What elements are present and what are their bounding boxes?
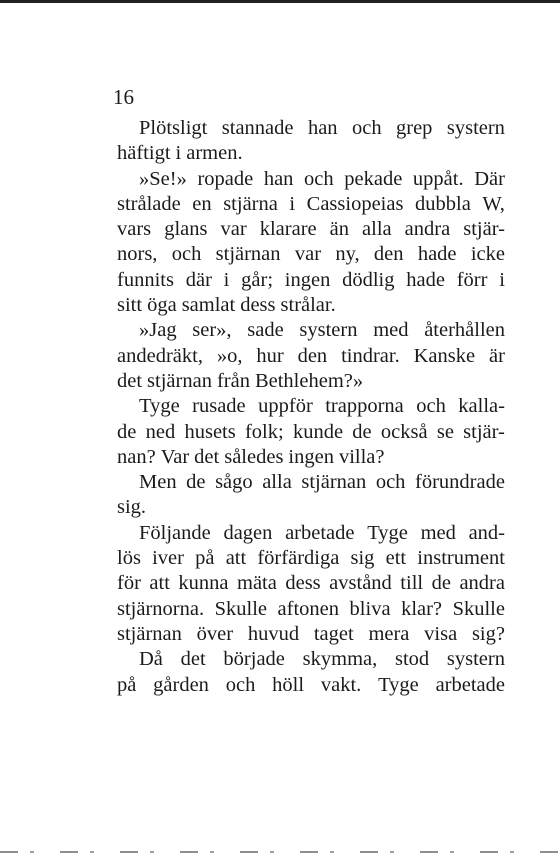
word: Cassiopeias: [306, 192, 404, 215]
word: stjärna: [223, 192, 278, 215]
word: ropade: [197, 167, 254, 190]
word: nan?: [117, 445, 156, 468]
word: stjär-: [463, 420, 505, 443]
word: Plötsligt: [139, 117, 208, 139]
word: Där: [474, 167, 505, 190]
word: sig?: [471, 622, 505, 645]
word: på: [195, 547, 215, 570]
text-line: [117, 597, 505, 622]
word: på: [117, 673, 137, 696]
text-line: [117, 141, 505, 166]
word: öga: [147, 294, 177, 317]
word: än: [329, 218, 350, 241]
word: att: [149, 572, 170, 595]
word: trapporna: [325, 395, 404, 418]
word: Skulle: [452, 597, 505, 620]
word: skymma,: [302, 648, 378, 671]
word: aftonen: [277, 597, 340, 620]
word: ingen: [288, 445, 334, 468]
word: instrument: [417, 547, 505, 570]
word: går;: [241, 268, 274, 291]
word: dubbla: [415, 192, 471, 215]
word: förundrade: [415, 471, 505, 494]
text-line: [117, 647, 505, 672]
word: Tyge: [367, 521, 408, 544]
word: gården: [153, 673, 209, 696]
body-text: [117, 116, 505, 698]
word: Men: [139, 471, 177, 494]
word: kunna: [178, 572, 229, 595]
word: grep: [396, 117, 433, 139]
word: hur: [256, 344, 284, 367]
word: och: [171, 243, 202, 266]
word: klar?: [401, 597, 443, 620]
word: husets: [184, 420, 236, 443]
word: sitt: [117, 294, 143, 317]
word: hade: [406, 268, 445, 291]
word: funnits: [117, 268, 174, 291]
word: dagen: [223, 521, 273, 544]
text-line: [117, 622, 505, 647]
word: »Jag: [139, 319, 177, 342]
word: förfärdiga: [257, 547, 340, 570]
word: stjärnan: [301, 471, 367, 494]
word: andra: [404, 218, 451, 241]
word: alla: [262, 471, 292, 494]
word: stjärnan: [147, 369, 212, 392]
word: iver: [152, 547, 184, 570]
text-line: [117, 420, 505, 445]
word: ny,: [335, 243, 360, 266]
word: i: [223, 268, 230, 291]
word: i: [289, 192, 296, 215]
word: strålar.: [280, 294, 336, 317]
word: mera: [368, 622, 410, 645]
word: avstånd: [329, 572, 392, 595]
word: W,: [482, 192, 505, 215]
word: förr: [456, 268, 488, 291]
word: han: [263, 167, 294, 190]
word: samlat: [181, 294, 236, 317]
word: den: [373, 243, 404, 266]
text-line: [117, 344, 505, 369]
word: och: [351, 117, 382, 139]
word: uppåt.: [412, 167, 464, 190]
word: han: [307, 117, 338, 139]
word: rusade: [192, 395, 246, 418]
word: att: [225, 547, 247, 570]
word: »Se!»: [139, 167, 187, 190]
word: systern: [446, 117, 505, 139]
word: arbetade: [435, 673, 505, 696]
text-line: [117, 217, 505, 242]
bottom-edge-rule: [0, 851, 560, 853]
word: där: [185, 268, 212, 291]
word: vakt.: [320, 673, 362, 696]
word: visa: [424, 622, 458, 645]
word: sig: [350, 547, 375, 570]
text-line: [117, 318, 505, 343]
word: se: [436, 420, 454, 443]
word: från: [216, 369, 250, 392]
text-line: [117, 546, 505, 571]
word: det: [194, 445, 220, 468]
word: armen.: [186, 142, 243, 165]
word: Tyge: [378, 673, 419, 696]
word: de: [117, 420, 137, 443]
word: höll: [272, 673, 305, 696]
word: dödlig: [342, 268, 395, 291]
word: andedräkt,: [117, 344, 203, 367]
word: är: [488, 344, 505, 367]
word: häftigt: [117, 142, 171, 165]
text-line: [117, 495, 505, 520]
word: var: [220, 218, 247, 241]
word: folk;: [244, 420, 284, 443]
word: mäta: [237, 572, 277, 595]
word: Bethlehem?»: [254, 369, 364, 392]
word: för: [117, 572, 141, 595]
word: stjärnan: [117, 622, 182, 645]
page-number: 16: [113, 85, 134, 109]
word: sågo: [215, 471, 253, 494]
word: kalla-: [458, 395, 505, 418]
word: och: [225, 673, 256, 696]
word: uppför: [258, 395, 313, 418]
word: andra: [459, 572, 505, 595]
word: de: [352, 420, 372, 443]
word: sig.: [117, 496, 147, 519]
word: Kanske: [413, 344, 476, 367]
word: stod: [394, 648, 430, 671]
word: and-: [468, 521, 505, 544]
word: en: [192, 192, 212, 215]
word: i: [499, 268, 505, 291]
word: ser»,: [192, 319, 232, 342]
word: tindrar.: [341, 344, 400, 367]
text-line: [117, 167, 505, 192]
text-line: [117, 470, 505, 495]
word: och: [304, 167, 334, 190]
word: ingen: [284, 268, 331, 291]
text-line: [117, 369, 505, 394]
word: stjär-: [463, 218, 505, 241]
word: stjärnan: [215, 243, 281, 266]
word: systern: [446, 648, 505, 671]
word: var: [294, 243, 322, 266]
word: sade: [247, 319, 284, 342]
word: det: [117, 369, 143, 392]
word: strålade: [117, 192, 181, 215]
word: villa?: [338, 445, 385, 468]
word: systern: [299, 319, 358, 342]
word: ett: [385, 547, 407, 570]
word: med: [373, 319, 409, 342]
word: pekade: [344, 167, 403, 190]
word: glans: [164, 218, 208, 241]
word: lös: [117, 547, 141, 570]
text-line: [117, 268, 505, 293]
top-edge-rule: [0, 0, 560, 3]
word: Skulle: [214, 597, 268, 620]
text-line: [117, 293, 505, 318]
word: började: [223, 648, 285, 671]
word: och: [416, 395, 446, 418]
word: Följande: [139, 521, 211, 544]
text-line: [117, 116, 505, 141]
word: de: [186, 471, 206, 494]
word: Då: [139, 648, 163, 671]
word: arbetade: [285, 521, 355, 544]
text-line: [117, 673, 505, 698]
word: över: [196, 622, 234, 645]
text-line: [117, 571, 505, 596]
word: den: [297, 344, 328, 367]
word: kunde: [292, 420, 344, 443]
word: hade: [417, 243, 457, 266]
text-line: [117, 445, 505, 470]
word: i: [175, 142, 182, 165]
word: stannade: [221, 117, 294, 139]
word: ned: [145, 420, 176, 443]
word: Var: [160, 445, 190, 468]
text-line: [117, 521, 505, 546]
word: bliva: [349, 597, 391, 620]
word: vars: [117, 218, 152, 241]
word: till: [400, 572, 424, 595]
word: dess: [285, 572, 321, 595]
word: »o,: [216, 344, 243, 367]
word: också: [380, 420, 428, 443]
word: Tyge: [139, 395, 180, 418]
word: huvud: [247, 622, 300, 645]
word: således: [224, 445, 284, 468]
word: nors,: [117, 243, 158, 266]
word: stjärnorna.: [117, 597, 205, 620]
word: med: [420, 521, 456, 544]
word: klarare: [259, 218, 317, 241]
text-line: [117, 192, 505, 217]
word: alla: [362, 218, 392, 241]
word: det: [180, 648, 206, 671]
word: icke: [470, 243, 505, 266]
word: de: [431, 572, 451, 595]
word: dess: [240, 294, 276, 317]
word: och: [375, 471, 406, 494]
word: taget: [313, 622, 354, 645]
text-line: [117, 242, 505, 267]
text-line: [117, 394, 505, 419]
word: återhållen: [424, 319, 505, 342]
